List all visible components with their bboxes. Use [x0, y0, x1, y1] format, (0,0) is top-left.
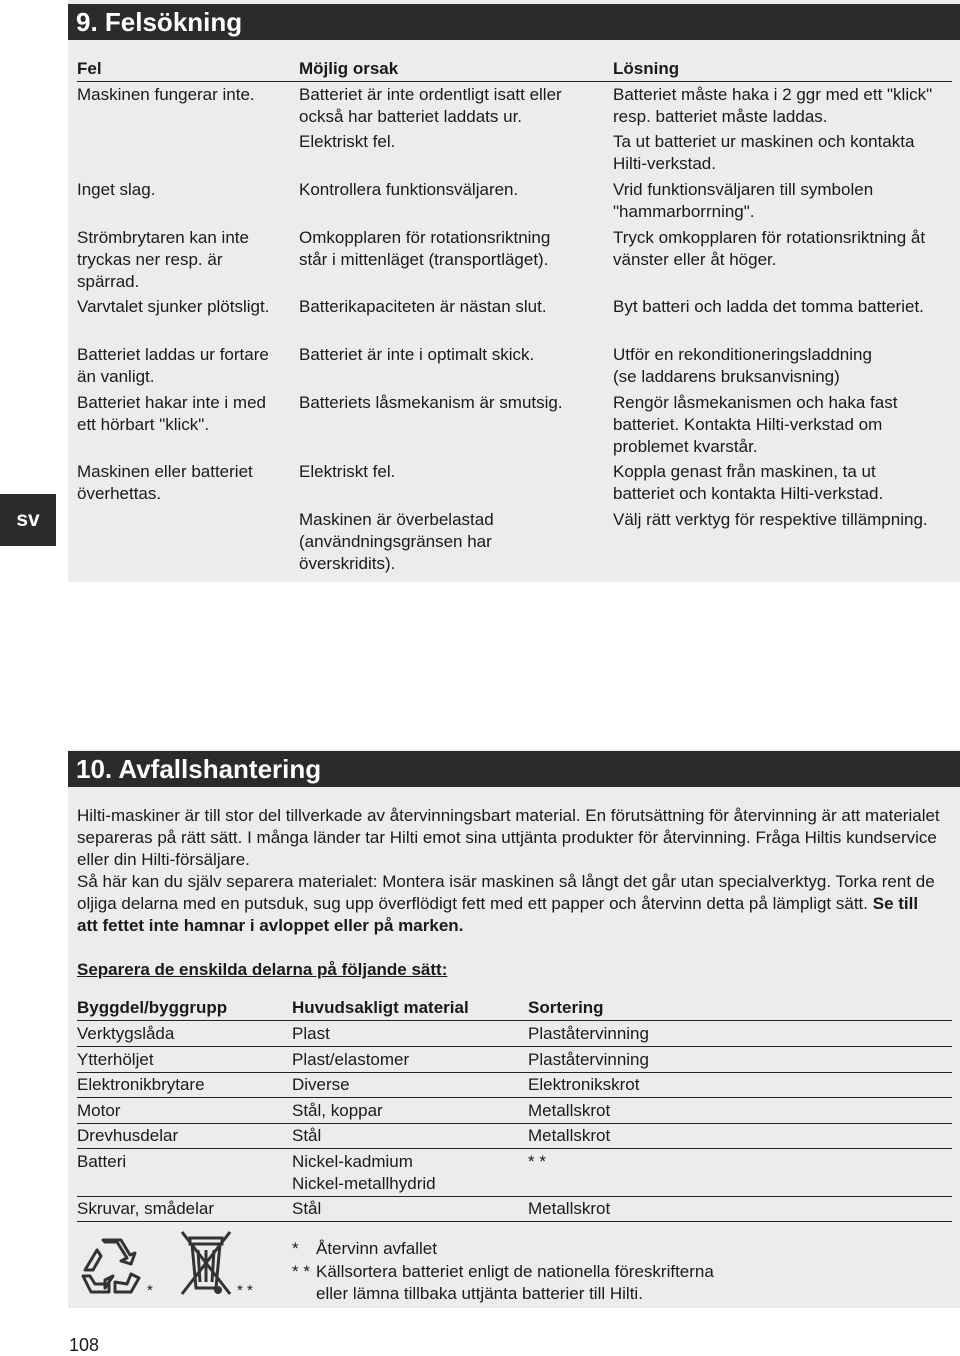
row-losning: Vrid funktionsväljaren till symbolen "hammarborrning".	[613, 180, 874, 221]
table-rule	[77, 1123, 952, 1124]
section-9-heading: 9. Felsökning	[68, 4, 960, 40]
row-orsak: Batteriet är inte ordentligt isatt eller också har batteriet laddats ur.	[299, 85, 562, 126]
row-fel: Inget slag.	[77, 180, 156, 199]
part-cell: Ytterhöljet	[77, 1050, 154, 1069]
header-rule	[77, 81, 952, 82]
row-orsak: Omkopplaren för rotationsriktning står i mittenläget (transportläget).	[299, 228, 551, 269]
table-rule	[77, 1221, 952, 1222]
row-losning: Välj rätt verktyg för respektive tillämpning.	[613, 510, 928, 529]
disposal-paragraph-1: Hilti-maskiner är till stor del tillverkade av återvinningsbart material. En förutsättning för återvinning är att materialet separeras på rätt sätt. I många länder tar Hilti emot sina uttjänta produkter för återvinning. Fråga Hiltis kundservice eller din Hilti-försäljare.	[77, 806, 940, 869]
row-losning: Koppla genast från maskinen, ta ut batteriet och kontakta Hilti-verkstad.	[613, 462, 884, 503]
warning-bold-b: att fettet inte hamnar i avloppet eller på marken.	[77, 916, 464, 935]
col-header-fel: Fel	[77, 59, 102, 78]
table-rule	[77, 1148, 952, 1149]
bin-symbol-label: * *	[237, 1282, 253, 1299]
material-cell: Stål	[292, 1199, 322, 1218]
col-header-part: Byggdel/byggrupp	[77, 998, 228, 1017]
row-orsak: Batterikapaciteten är nästan slut.	[299, 297, 547, 316]
row-orsak: Batteriets låsmekanism är smutsig.	[299, 393, 563, 412]
sort-cell: Elektronikskrot	[528, 1075, 640, 1094]
col-header-orsak: Möjlig orsak	[299, 59, 399, 78]
material-cell: Plast	[292, 1024, 330, 1043]
col-header-sort: Sortering	[528, 998, 604, 1017]
row-losning: Tryck omkopplaren för rotationsriktning åt vänster eller åt höger.	[613, 228, 926, 269]
part-cell: Batteri	[77, 1152, 127, 1171]
row-losning: Batteriet måste haka i 2 ggr med ett "klick" resp. batteriet måste laddas.	[613, 85, 933, 126]
row-orsak: Elektriskt fel.	[299, 462, 396, 481]
section-10-heading: 10. Avfallshantering	[68, 751, 960, 787]
part-cell: Skruvar, smådelar	[77, 1199, 214, 1218]
sort-cell: Metallskrot	[528, 1199, 611, 1218]
sort-cell: * *	[528, 1152, 546, 1171]
footnote-text: Återvinn avfallet	[316, 1239, 437, 1258]
recycle-icon	[75, 1236, 147, 1298]
sort-cell: Metallskrot	[528, 1101, 611, 1120]
row-fel: Maskinen fungerar inte.	[77, 85, 255, 104]
footnote-mark: * *	[292, 1262, 310, 1281]
row-fel: Batteriet hakar inte i med ett hörbart "klick".	[77, 393, 266, 434]
row-fel: Batteriet laddas ur fortare än vanligt.	[77, 345, 269, 386]
part-cell: Drevhusdelar	[77, 1126, 179, 1145]
sort-cell: Plaståtervinning	[528, 1024, 649, 1043]
row-fel: Varvtalet sjunker plötsligt.	[77, 297, 270, 316]
footnote-text: Källsortera batteriet enligt de nationella föreskrifterna eller lämna tillbaka uttjänta batterier till Hilti.	[316, 1262, 714, 1303]
row-losning: Byt batteri och ladda det tomma batteriet.	[613, 297, 924, 316]
sort-cell: Metallskrot	[528, 1126, 611, 1145]
table-rule	[77, 1196, 952, 1197]
col-header-losning: Lösning	[613, 59, 680, 78]
material-cell: Plast/elastomer	[292, 1050, 410, 1069]
row-orsak: Elektriskt fel.	[299, 132, 396, 151]
row-orsak: Maskinen är överbelastad (användningsgränsen har överskridits).	[299, 510, 494, 573]
material-cell: Diverse	[292, 1075, 350, 1094]
crossed-out-bin-icon	[176, 1228, 236, 1300]
row-fel: Maskinen eller batteriet överhettas.	[77, 462, 253, 503]
table-rule	[77, 1072, 952, 1073]
part-cell: Motor	[77, 1101, 121, 1120]
part-cell: Verktygslåda	[77, 1024, 175, 1043]
separation-subheading: Separera de enskilda delarna på följande sätt:	[77, 960, 448, 979]
recycle-symbol-label: *	[147, 1282, 153, 1299]
row-fel: Strömbrytaren kan inte tryckas ner resp. är spärrad.	[77, 228, 249, 291]
row-losning: Ta ut batteriet ur maskinen och kontakta Hilti-verkstad.	[613, 132, 915, 173]
table-rule	[77, 1020, 952, 1021]
material-cell: Stål	[292, 1126, 322, 1145]
warning-bold-a: Se till	[872, 894, 919, 913]
footnote-mark: *	[292, 1239, 299, 1258]
language-tab: sv	[0, 494, 56, 546]
material-cell: Nickel-kadmium Nickel-metallhydrid	[292, 1152, 436, 1193]
row-orsak: Batteriet är inte i optimalt skick.	[299, 345, 535, 364]
table-rule	[77, 1046, 952, 1047]
row-losning: Rengör låsmekanismen och haka fast batteriet. Kontakta Hilti-verkstad om problemet kvarstår.	[613, 393, 898, 456]
table-rule	[77, 1097, 952, 1098]
col-header-material: Huvudsakligt material	[292, 998, 469, 1017]
page-number: 108	[69, 1335, 100, 1355]
material-cell: Stål, koppar	[292, 1101, 383, 1120]
row-orsak: Kontrollera funktionsväljaren.	[299, 180, 519, 199]
part-cell: Elektronikbrytare	[77, 1075, 205, 1094]
disposal-paragraph-2: Så här kan du själv separera materialet: Montera isär maskinen så långt det går utan specialverktyg. Torka rent de oljiga delarna med en putsduk, sug upp överflödigt fett med ett papper och återvinn detta på lämpligt sätt. Se till att fettet inte hamnar i avloppet eller på marken.	[77, 872, 935, 935]
sort-cell: Plaståtervinning	[528, 1050, 649, 1069]
row-losning: Utför en rekonditioneringsladdning (se laddarens bruksanvisning)	[613, 345, 872, 386]
